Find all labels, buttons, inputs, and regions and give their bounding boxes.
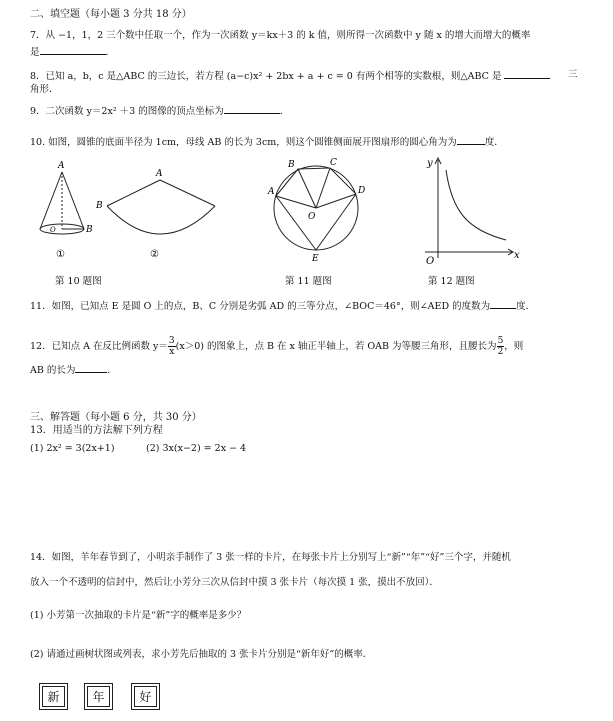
- q10-text: 10. 如图，圆锥的底面半径为 1cm，母线 AB 的长为 3cm，则这个圆锥侧面展开图扇形的圆心角为为: [30, 137, 457, 148]
- caption-fig10: 第 10 题图: [55, 276, 102, 287]
- fig10-label-a: A: [58, 161, 65, 171]
- caption-fig11: 第 11 题图: [285, 276, 332, 287]
- q13-part1: (1) 2x² = 3(2x+1): [30, 443, 115, 454]
- hyperbola-figure: [425, 158, 513, 258]
- q12-frac1-den: x: [169, 347, 175, 357]
- q14-sub1: (1) 小芳第一次抽取的卡片是“新”字的概率是多少？: [30, 610, 247, 621]
- q12-text-b: (x＞0) 的图象上，点 B 在 x 轴正半轴上，若 OAB 为等腰三角形，且腰长为: [175, 341, 497, 352]
- card-hao: 好: [131, 683, 160, 710]
- hyperbola-curve: [446, 170, 506, 240]
- q11-text: 11．如图，已知点 E 是圆 O 上的点，B、C 分别是劣弧 AD 的三等分点，∠BOC＝46°，则∠AED 的度数为: [30, 301, 491, 312]
- fig12-label-o: O: [426, 256, 435, 267]
- q12-text-c: ，则: [504, 341, 524, 352]
- section3-title: 三、解答题（每小题 6 分，共 30 分）: [30, 412, 202, 423]
- circle-figure: [274, 166, 358, 250]
- q14-line1: 14．如图，羊年春节到了，小明亲手制作了 3 张一样的卡片，在每张卡片上分别写上“新”“年”“好”三个字，并随机: [30, 552, 511, 563]
- cone-figure: [40, 172, 84, 234]
- radius-od: [316, 194, 356, 208]
- fig11-label-a: A: [268, 187, 275, 197]
- q7-line2-text: 是: [30, 47, 40, 58]
- chord-ae: [276, 196, 316, 250]
- chord-ab: [276, 169, 298, 196]
- chord-de: [316, 194, 356, 250]
- q13-part2: (2) 3x(x−2) = 2x − 4: [146, 443, 247, 454]
- q8-line2: 角形．: [30, 84, 59, 95]
- radius-ob: [298, 169, 316, 208]
- sector-left-radius: [107, 180, 160, 206]
- section2-title: 二、填空题（每小题 3 分共 18 分）: [30, 9, 192, 20]
- q12-line2: [30, 362, 117, 377]
- radius-oc: [316, 168, 330, 208]
- q7-end: ．: [105, 47, 116, 58]
- q13-title: 13．用适当的方法解下列方程: [30, 425, 163, 436]
- card-xin: 新: [39, 683, 68, 710]
- q12-frac2-num: 5: [497, 336, 504, 346]
- q12-line1: [30, 336, 523, 358]
- sector-arc: [107, 206, 215, 234]
- figures-area: [0, 0, 613, 300]
- q12-end: ．: [107, 365, 117, 376]
- q11-end: 度．: [516, 301, 536, 312]
- q12-fraction-3-over-x: [168, 336, 176, 357]
- q14-line2: 放入一个不透明的信封中，然后让小芳分三次从信封中摸 3 张卡片（每次摸 1 张，摸出不放回）．: [30, 577, 439, 588]
- q11-answer-blank[interactable]: [490, 298, 516, 309]
- q12-frac1-num: 3: [168, 336, 175, 346]
- radius-oa: [276, 196, 316, 208]
- caption-fig12: 第 12 题图: [428, 276, 475, 287]
- q9-text: 9．二次函数 y＝2x² ＋3 的图像的顶点坐标为: [30, 106, 224, 117]
- q12-line2-text: AB 的长为: [30, 365, 76, 376]
- fig10-circle-1: ①: [56, 249, 65, 260]
- sector-right-radius: [160, 180, 215, 206]
- fig12-label-x: x: [514, 250, 520, 261]
- q7-line1: 7．从 −1，1，2 三个数中任取一个，作为一次函数 y＝kx＋3 的 k 值，则所得一次函数中 y 随 x 的增大而增大的概率: [30, 30, 531, 41]
- q9-end: ．: [279, 106, 290, 117]
- card-nian: 年: [84, 683, 113, 710]
- q12-frac2-den: 2: [497, 347, 504, 357]
- chord-cd: [330, 168, 356, 194]
- sector-figure: [107, 180, 215, 234]
- fig10-label-b: B: [86, 225, 93, 235]
- fig11-label-c: C: [330, 158, 337, 168]
- fig10-label-o: O: [50, 226, 56, 234]
- fig11-label-b: B: [288, 160, 295, 170]
- q14-sub2: (2) 请通过画树状图或列表，求小芳先后抽取的 3 张卡片分别是“新年好”的概率．: [30, 649, 373, 660]
- fig10-circle-2: ②: [150, 249, 159, 260]
- q8-text-b: 三: [568, 69, 578, 80]
- fig10-label-b2: B: [96, 201, 103, 211]
- cone-left-edge: [40, 172, 62, 229]
- q11-line: [30, 298, 535, 313]
- cone-right-edge: [62, 172, 84, 229]
- q12-answer-blank[interactable]: [75, 362, 107, 373]
- fig11-label-o: O: [308, 212, 316, 222]
- fig10-label-a2: A: [156, 169, 163, 179]
- fig11-label-d: D: [358, 186, 366, 196]
- fig11-label-e: E: [312, 254, 319, 264]
- q8-text-a: 8．已知 a，b，c 是△ABC 的三边长，若方程 (a−c)x² + 2bx + a + c = 0 有两个相等的实数根，则△ABC 是: [30, 71, 502, 82]
- fig12-label-y: y: [427, 158, 433, 169]
- q10-end: 度．: [484, 137, 504, 148]
- q12-text-a: 12．已知点 A 在反比例函数 y＝: [30, 341, 168, 352]
